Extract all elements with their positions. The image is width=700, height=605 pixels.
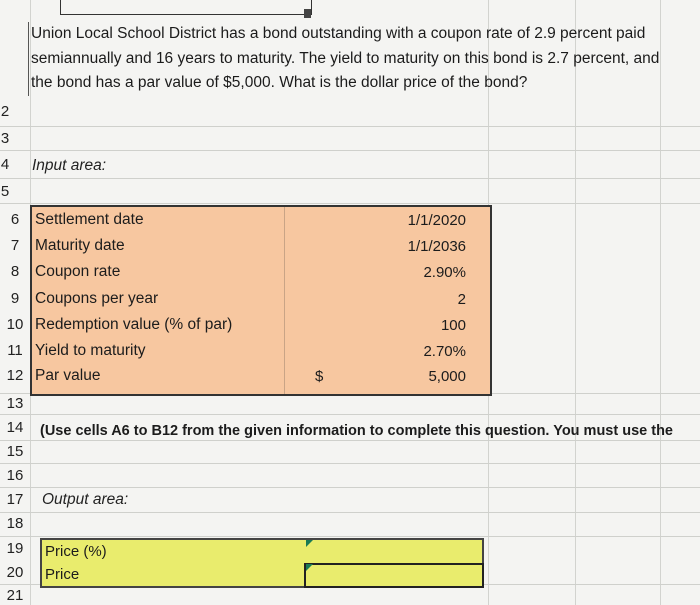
input-label: Settlement date <box>35 211 144 228</box>
row-divider <box>0 512 700 513</box>
input-row-coupons-per-year[interactable] <box>32 286 490 312</box>
input-row-redemption-value[interactable] <box>32 312 490 338</box>
input-table <box>30 205 492 396</box>
fill-handle[interactable] <box>304 9 311 18</box>
row-divider <box>0 440 700 441</box>
output-area-label[interactable]: Output area: <box>42 491 129 508</box>
row-number[interactable]: 16 <box>6 467 24 484</box>
output-table <box>40 538 484 588</box>
row-number[interactable]: 12 <box>6 367 24 384</box>
row-number[interactable]: 20 <box>6 564 24 581</box>
input-value: 2.70% <box>423 343 466 360</box>
input-label: Par value <box>35 367 101 384</box>
input-row-maturity-date[interactable] <box>32 233 490 259</box>
row-divider <box>0 463 700 464</box>
row-divider <box>0 178 700 179</box>
input-value: 1/1/2020 <box>407 212 466 229</box>
comment-marker-icon <box>306 564 313 571</box>
row-divider <box>0 536 700 537</box>
row-divider <box>0 126 700 127</box>
row-number[interactable]: 21 <box>6 587 24 604</box>
input-value: 100 <box>440 317 466 334</box>
row-divider <box>0 150 700 151</box>
input-value: 5,000 <box>428 368 466 385</box>
currency-symbol: $ <box>315 368 324 385</box>
input-area-label[interactable]: Input area: <box>32 157 107 174</box>
cell-selection-edge <box>60 0 312 15</box>
instruction-note[interactable]: (Use cells A6 to B12 from the given information to complete this question. You must use the <box>40 423 673 439</box>
row-divider <box>0 487 700 488</box>
input-value: 1/1/2036 <box>407 238 466 255</box>
input-value: 2.90% <box>423 264 466 281</box>
row-number[interactable]: 5 <box>0 183 10 200</box>
output-label-price-percent[interactable]: Price (%) <box>45 543 107 560</box>
row-divider <box>0 414 700 415</box>
row-number[interactable]: 10 <box>6 316 24 333</box>
row-number[interactable]: 4 <box>0 156 10 173</box>
row-number[interactable]: 8 <box>10 263 20 280</box>
problem-text: Union Local School District has a bond outstanding with a coupon rate of 2.9 percent paid semiannually and 16 years to maturity. The yield to maturity on this bond is 2.7 percent, and the bond has a par value of $5,000. What is the dollar price of the bond? <box>28 22 671 96</box>
input-label: Redemption value (% of par) <box>35 316 233 333</box>
input-label: Coupons per year <box>35 290 159 307</box>
input-label: Yield to maturity <box>35 342 146 359</box>
input-row-coupon-rate[interactable] <box>32 259 490 285</box>
row-number[interactable]: 6 <box>10 211 20 228</box>
row-number[interactable]: 17 <box>6 491 24 508</box>
row-number[interactable]: 9 <box>10 290 20 307</box>
input-value: 2 <box>457 291 466 308</box>
row-number[interactable]: 14 <box>6 419 24 436</box>
row-number[interactable]: 3 <box>0 130 10 147</box>
row-number[interactable]: 19 <box>6 540 24 557</box>
input-label: Maturity date <box>35 237 125 254</box>
row-number[interactable]: 7 <box>10 237 20 254</box>
price-output-cell[interactable] <box>304 563 484 588</box>
row-number[interactable]: 15 <box>6 443 24 460</box>
input-label: Coupon rate <box>35 263 121 280</box>
comment-marker-icon <box>306 540 313 547</box>
input-row-par-value[interactable] <box>32 363 490 389</box>
row-number[interactable]: 2 <box>0 103 10 120</box>
row-number[interactable]: 18 <box>6 515 24 532</box>
row-number[interactable]: 13 <box>6 395 24 412</box>
row-number[interactable]: 11 <box>7 342 23 359</box>
row-divider <box>0 203 700 204</box>
output-label-price[interactable]: Price <box>45 566 80 583</box>
input-row-yield-to-maturity[interactable] <box>32 338 490 364</box>
input-row-settlement-date[interactable] <box>32 207 490 233</box>
